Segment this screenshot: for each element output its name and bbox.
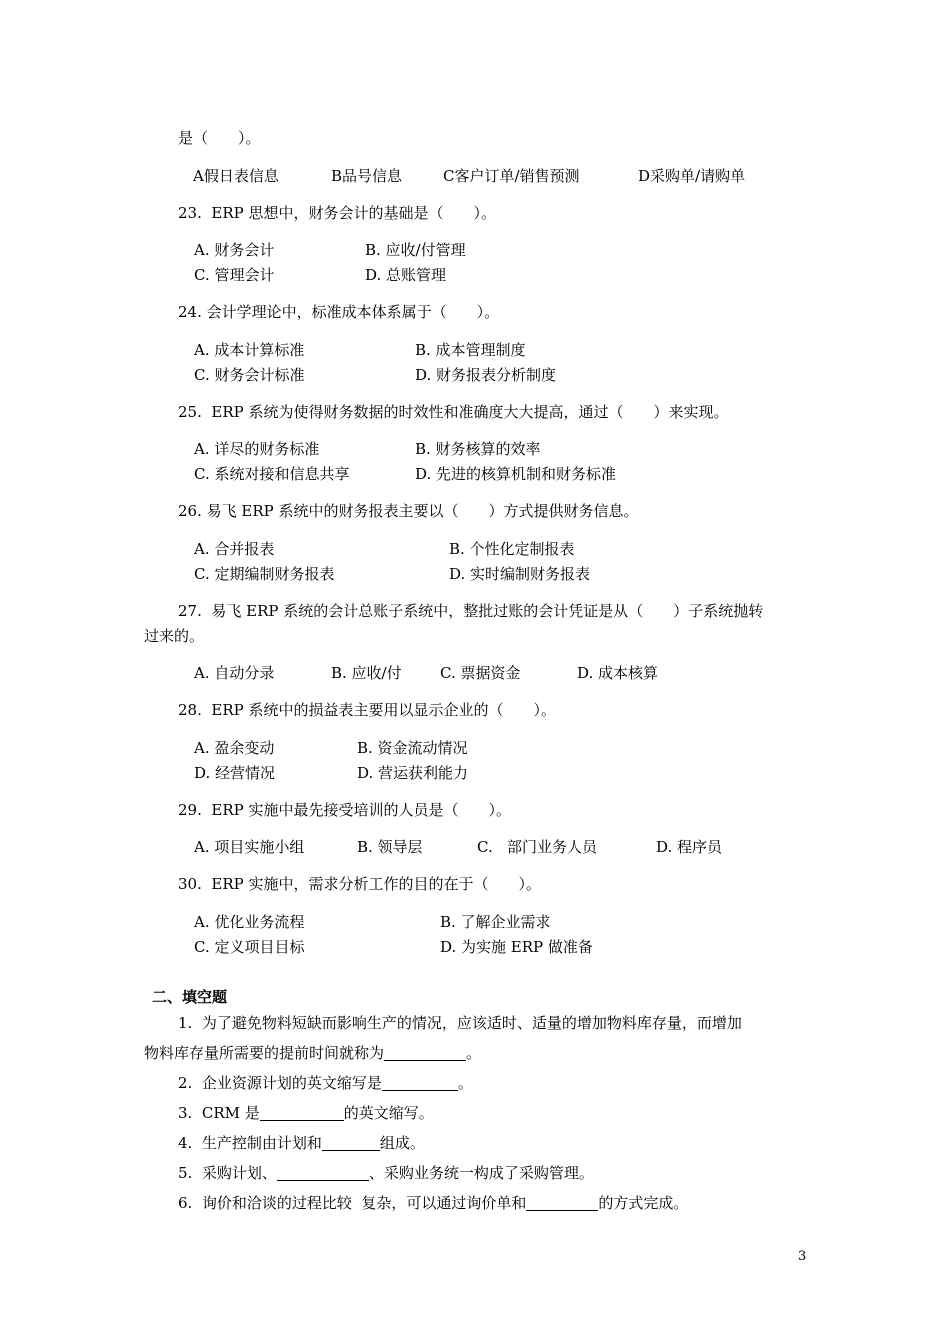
answer-blank[interactable] <box>382 1075 458 1091</box>
option-d: D. 总账管理 <box>365 266 447 284</box>
option-b: B. 个性化定制报表 <box>449 540 575 558</box>
option-c: C. 定义项目目标 <box>194 938 305 956</box>
question-29: 29. ERP 实施中最先接受培训的人员是（ ）。 <box>178 801 511 819</box>
option-a: A假日表信息 <box>193 167 279 185</box>
option-c: C. 部门业务人员 <box>477 838 598 856</box>
page-number: 3 <box>798 1249 807 1264</box>
question-27: 27. 易飞 ERP 系统的会计总账子系统中，整批过账的会计凭证是从（ ）子系统抛转 <box>178 602 764 620</box>
option-d: D. 程序员 <box>656 838 723 856</box>
question-24: 24. 会计学理论中，标准成本体系属于（ ）。 <box>178 303 500 321</box>
question-23: 23. ERP 思想中，财务会计的基础是（ ）。 <box>178 204 496 222</box>
option-d: D. 先进的核算机制和财务标准 <box>415 465 617 483</box>
fill-item-3: 3. CRM 是 的英文缩写。 <box>178 1104 434 1122</box>
option-d: D. 实时编制财务报表 <box>449 565 591 583</box>
option-c: D. 经营情况 <box>194 764 276 782</box>
option-a: A. 优化业务流程 <box>194 913 305 931</box>
answer-blank[interactable] <box>260 1105 344 1121</box>
option-b: B. 应收/付管理 <box>365 241 466 259</box>
option-b: B品号信息 <box>331 167 403 185</box>
option-d: D. 为实施 ERP 做准备 <box>440 938 593 956</box>
option-c: C. 财务会计标准 <box>194 366 305 384</box>
answer-blank[interactable] <box>322 1135 380 1151</box>
fill-item-2: 2. 企业资源计划的英文缩写是 。 <box>178 1074 473 1092</box>
option-d: D. 营运获利能力 <box>357 764 469 782</box>
option-b: B. 应收/付 <box>331 664 402 682</box>
answer-blank[interactable] <box>526 1195 598 1211</box>
answer-blank[interactable] <box>277 1165 369 1181</box>
option-a: A. 盈余变动 <box>194 739 275 757</box>
option-b: B. 领导层 <box>357 838 423 856</box>
question-tail: 是（ ）。 <box>178 129 261 147</box>
section-title: 二、填空题 <box>152 988 228 1006</box>
option-a: A. 详尽的财务标准 <box>194 440 320 458</box>
option-c: C. 定期编制财务报表 <box>194 565 335 583</box>
option-c: C客户订单/销售预测 <box>443 167 580 185</box>
fill-item-4: 4. 生产控制由计划和 组成。 <box>178 1134 425 1152</box>
option-c: C. 票据资金 <box>440 664 521 682</box>
option-c: C. 系统对接和信息共享 <box>194 465 350 483</box>
question-30: 30. ERP 实施中，需求分析工作的目的在于（ ）。 <box>178 875 541 893</box>
option-a: A. 自动分录 <box>194 664 275 682</box>
fill-item-1-continuation: 物料库存量所需要的提前时间就称为 。 <box>144 1044 482 1062</box>
question-28: 28. ERP 系统中的损益表主要用以显示企业的（ ）。 <box>178 701 556 719</box>
fill-item-6: 6. 询价和洽谈的过程比较 复杂，可以通过询价单和 的方式完成。 <box>178 1194 689 1212</box>
question-25: 25. ERP 系统为使得财务数据的时效性和准确度大大提高，通过（ ）来实现。 <box>178 403 729 421</box>
option-a: A. 成本计算标准 <box>194 341 305 359</box>
option-d: D. 成本核算 <box>577 664 659 682</box>
answer-blank[interactable] <box>384 1045 466 1061</box>
option-b: B. 财务核算的效率 <box>415 440 541 458</box>
option-b: B. 成本管理制度 <box>415 341 526 359</box>
option-c: C. 管理会计 <box>194 266 275 284</box>
option-a: A. 财务会计 <box>194 241 275 259</box>
question-26: 26. 易飞 ERP 系统中的财务报表主要以（ ）方式提供财务信息。 <box>178 502 639 520</box>
option-b: B. 了解企业需求 <box>440 913 551 931</box>
option-b: B. 资金流动情况 <box>357 739 468 757</box>
option-d: D. 财务报表分析制度 <box>415 366 557 384</box>
fill-item-1: 1. 为了避免物料短缺而影响生产的情况，应该适时、适量的增加物料库存量，而增加 <box>178 1014 742 1032</box>
fill-item-5: 5. 采购计划、 、采购业务统一构成了采购管理。 <box>178 1164 594 1182</box>
question-27-continuation: 过来的。 <box>144 627 205 645</box>
option-a: A. 项目实施小组 <box>194 838 305 856</box>
option-d: D采购单/请购单 <box>638 167 746 185</box>
option-a: A. 合并报表 <box>194 540 275 558</box>
